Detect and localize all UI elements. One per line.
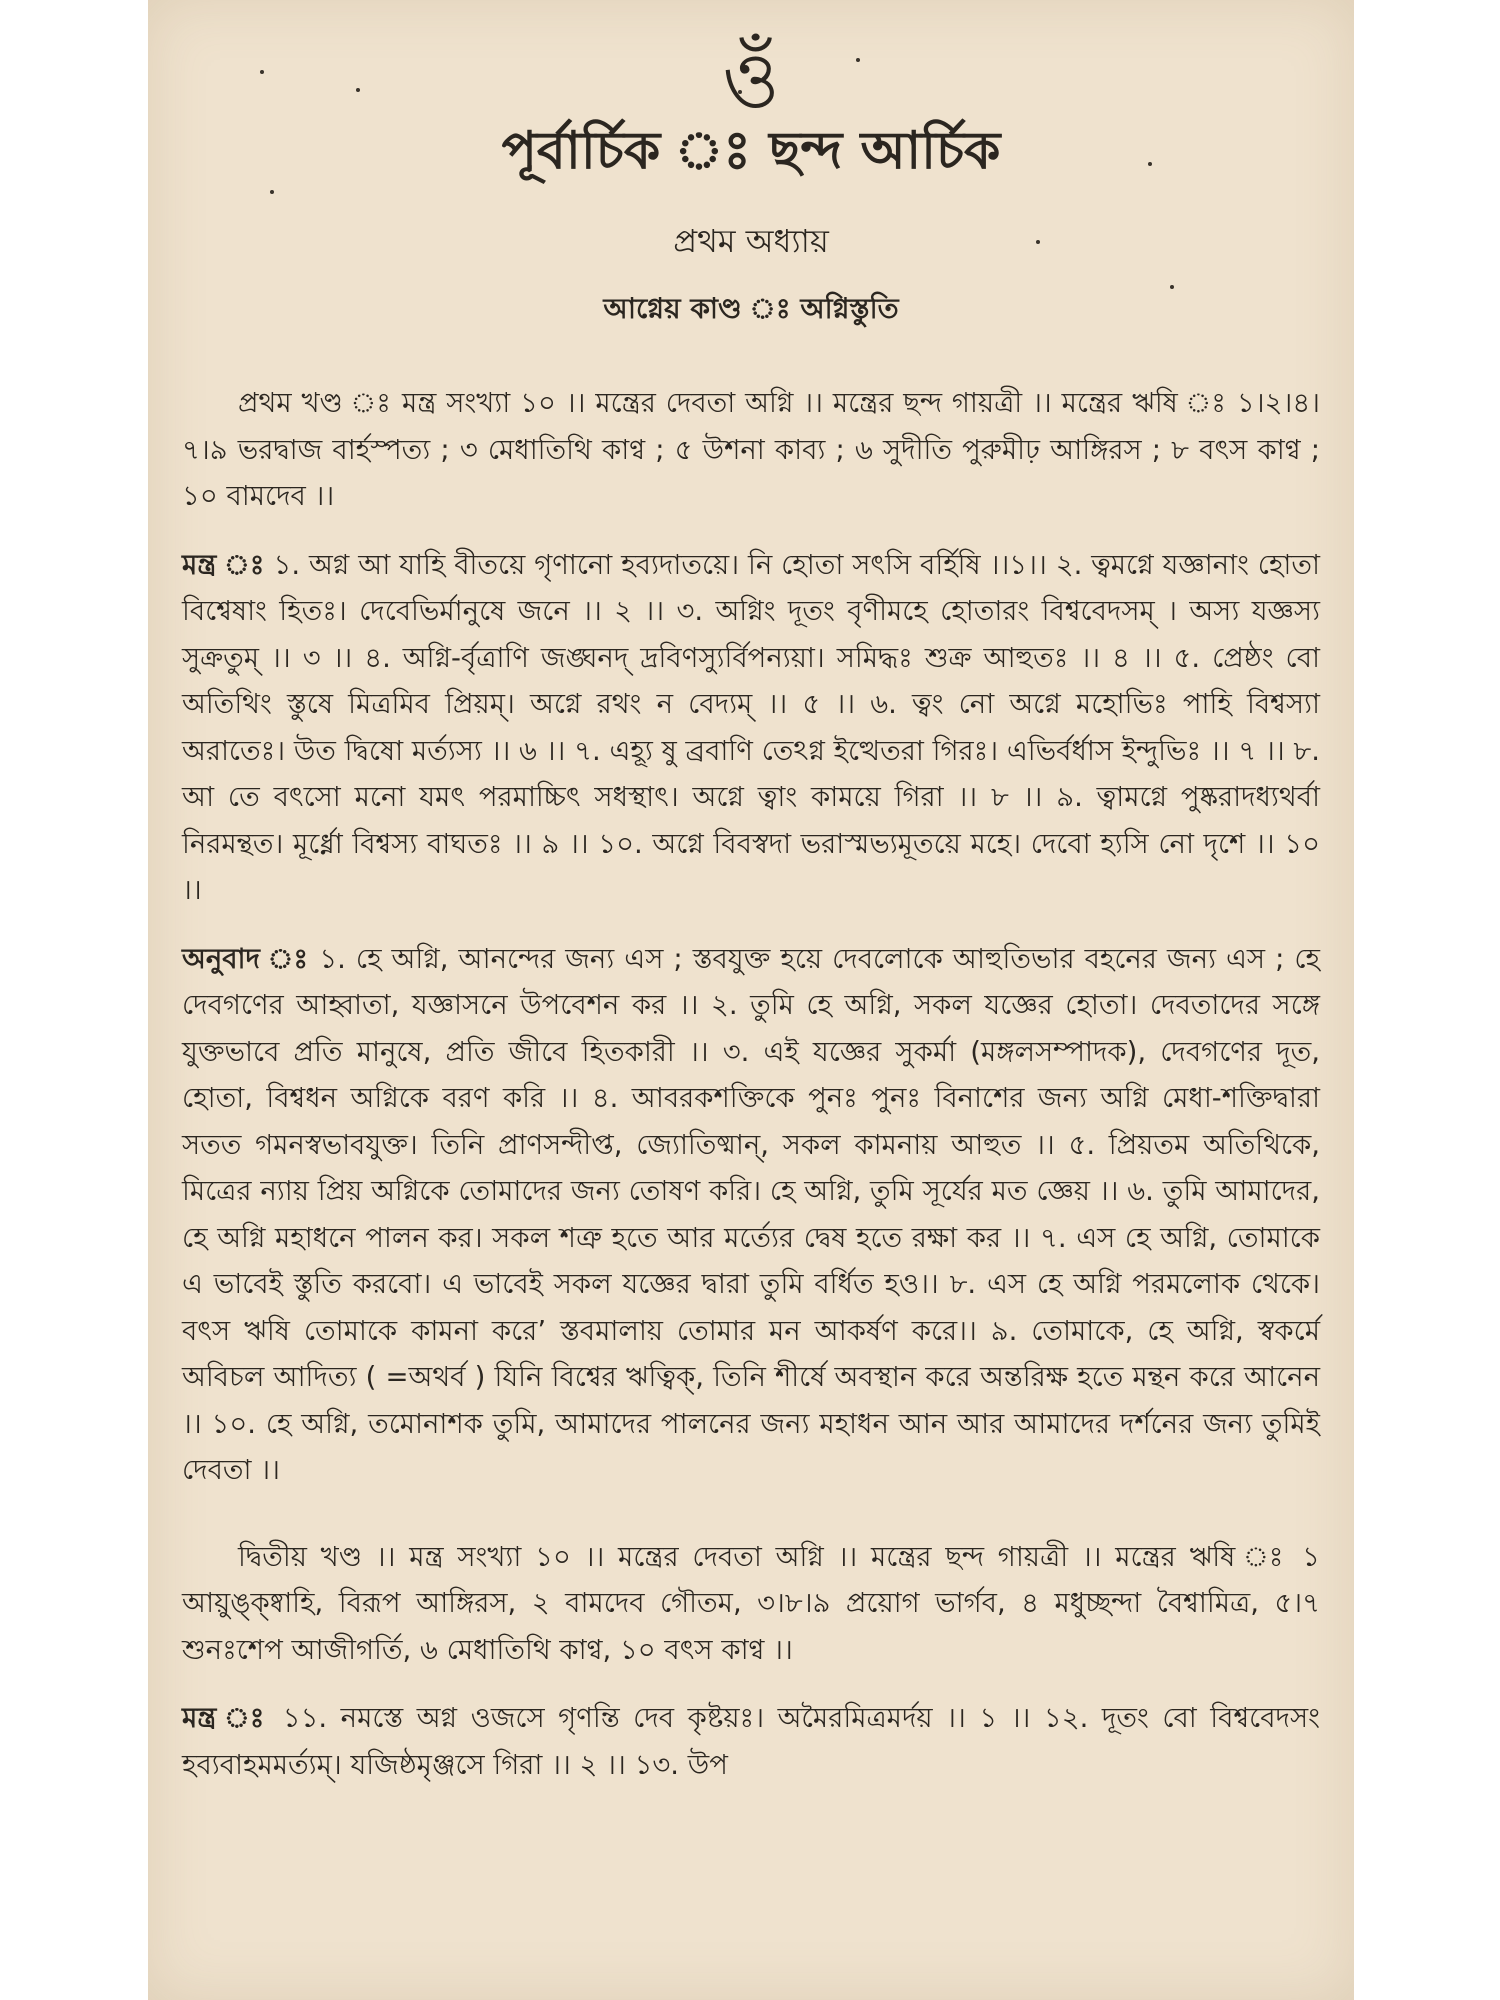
mantra-label: মন্ত্র ঃ [182,1702,270,1734]
text-body [182,380,1320,1788]
book-page [148,0,1354,2000]
khanda1-anubad-paragraph [182,936,1320,1494]
section-heading: আগ্নেয় কাণ্ড ঃ অগ্নিস্তুতি [603,292,899,325]
mantra-label: মন্ত্র ঃ [182,548,265,581]
chapter-heading: প্রথম অধ্যায় [673,222,829,260]
khanda2-mantra-text: ১১. নমস্তে অগ্ন ওজসে গৃণন্তি দেব কৃষ্টয়ঃ। অমৈরমিত্রমর্দয় ।। ১ ।। ১২. দূতং বো বিশ্ববেদসং হব্যবাহমমর্ত্যম্। যজিষ্ঠমৃঞ্জসে গিরা ।। ২ ।। ১৩. উপ [182,1702,1320,1781]
anubad-label: অনুবাদ ঃ [182,942,310,975]
khanda2-header: দ্বিতীয় খণ্ড ।। মন্ত্র সংখ্যা ১০ ।। মন্ত্রের দেবতা অগ্নি ।। মন্ত্রের ছন্দ গায়ত্রী ।। মন্ত্রের ঋষি ঃ ১ আয়ুঙ্‌ক্ষ্বাহি, বিরূপ আঙ্গিরস, ২ বামদেব গৌতম, ৩।৮।৯ প্রয়োগ ভার্গব, ৪ মধুচ্ছন্দা বৈশ্বামিত্র, ৫।৭ শুনঃশেপ আজীগর্তি, ৬ মেধাতিথি কাণ্ব, ১০ বৎস কাণ্ব ।। [182,1540,1320,1666]
om-symbol: ওঁ [722,36,780,126]
khanda2-mantra-paragraph [182,1695,1320,1788]
khanda1-anubad-text: ১. হে অগ্নি, আনন্দের জন্য এস ; স্তবযুক্ত হয়ে দেবলোকে আহুতিভার বহনের জন্য এস ; হে দেবগণের আহ্বাতা, যজ্ঞাসনে উপবেশন কর ।। ২. তুমি হে অগ্নি, সকল যজ্ঞের হোতা। দেবতাদের সঙ্গে যুক্তভাবে প্রতি মানুষে, প্রতি জীবে হিতকারী ।। ৩. এই যজ্ঞের সুকর্মা (মঙ্গলসম্পাদক), দেবগণের দূত, হোতা, বিশ্বধন অগ্নিকে বরণ করি ।। ৪. আবরকশক্তিকে পুনঃ পুনঃ বিনাশের জন্য অগ্নি মেধা-শক্তিদ্বারা সতত গমনস্বভাবযুক্ত। তিনি প্রাণসন্দীপ্ত, জ্যোতিষ্মান্, সকল কামনায় আহুত ।। ৫. প্রিয়তম অতিথিকে, মিত্রের ন্যায় প্রিয় অগ্নিকে তোমাদের জন্য তোষণ করি। হে অগ্নি, তুমি সূর্যের মত জ্ঞেয় ।। ৬. তুমি আমাদের, হে অগ্নি মহাধনে পালন কর। সকল শত্রু হতে আর মর্ত্যের দ্বেষ হতে রক্ষা কর ।। ৭. এস হে অগ্নি, তোমাকে এ ভাবেই স্তুতি করবো। এ ভাবেই সকল যজ্ঞের দ্বারা তুমি বর্ধিত হও।। ৮. এস হে অগ্নি পরমলোক থেকে। বৎস ঋষি তোমাকে কামনা করে’ স্তবমালায় তোমার মন আকর্ষণ করে।। ৯. তোমাকে, হে অগ্নি, স্বকর্মে অবিচল আদিত্য ( =অথর্ব ) যিনি বিশ্বের ঋত্বিক্, তিনি শীর্ষে অবস্থান করে অন্তরিক্ষ হতে মন্থন করে আনেন ।। ১০. হে অগ্নি, তমোনাশক তুমি, আমাদের পালনের জন্য মহাধন আন আর আমাদের দর্শনের জন্য তুমিই দেবতা ।। [182,942,1320,1486]
khanda1-mantra-text: ১. অগ্ন আ যাহি বীতয়ে গৃণানো হব্যদাতয়ে। নি হোতা সৎসি বর্হিষি ।।১।। ২. ত্বমগ্নে যজ্ঞানাং হোতা বিশ্বেষাং হিতঃ। দেবেভির্মানুষে জনে ।। ২ ।। ৩. অগ্নিং দূতং বৃণীমহে হোতারং বিশ্ববেদসম্ । অস্য যজ্ঞস্য সুক্রতুম্ ।। ৩ ।। ৪. অগ্নি-র্বৃত্রাণি জঙ্ঘনদ্ দ্রবিণস্যুর্বিপন্যয়া। সমিদ্ধঃ শুক্র আহুতঃ ।। ৪ ।। ৫. প্রেষ্ঠং বো অতিথিং স্তুষে মিত্রমিব প্রিয়ম্। অগ্নে রথং ন বেদ্যম্ ।। ৫ ।। ৬. ত্বং নো অগ্নে মহোভিঃ পাহি বিশ্বস্যা অরাতেঃ। উত দ্বিষো মর্ত্যস্য ।। ৬ ।। ৭. এহ্যূ ষু ব্রবাণি তেঽগ্ন ইত্থেতরা গিরঃ। এভির্বর্ধাস ইন্দুভিঃ ।। ৭ ।। ৮. আ তে বৎসো মনো যমৎ পরমাচ্চিৎ সধস্থাৎ। অগ্নে ত্বাং কাময়ে গিরা ।। ৮ ।। ৯. ত্বামগ্নে পুষ্করাদধ্যথর্বা নিরমন্থত। মূর্ধ্নো বিশ্বস্য বাঘতঃ ।। ৯ ।। ১০. অগ্নে বিবস্বদা ভরাস্মভ্যমূতয়ে মহে। দেবো হ্যসি নো দৃশে ।। ১০ ।। [182,548,1320,906]
page-title: পূর্বার্চিক ঃ ছন্দ আর্চিক [501,121,1001,181]
khanda1-header: প্রথম খণ্ড ঃ মন্ত্র সংখ্যা ১০ ।। মন্ত্রের দেবতা অগ্নি ।। মন্ত্রের ছন্দ গায়ত্রী ।। মন্ত্রের ঋষি ঃ ১।২।৪।৭।৯ ভরদ্বাজ বার্হস্পত্য ; ৩ মেধাতিথি কাণ্ব ; ৫ উশনা কাব্য ; ৬ সুদীতি পুরুমীঢ় আঙ্গিরস ; ৮ বৎস কাণ্ব ; ১০ বামদেব ।। [182,387,1320,512]
khanda1-mantra-paragraph [182,542,1320,914]
